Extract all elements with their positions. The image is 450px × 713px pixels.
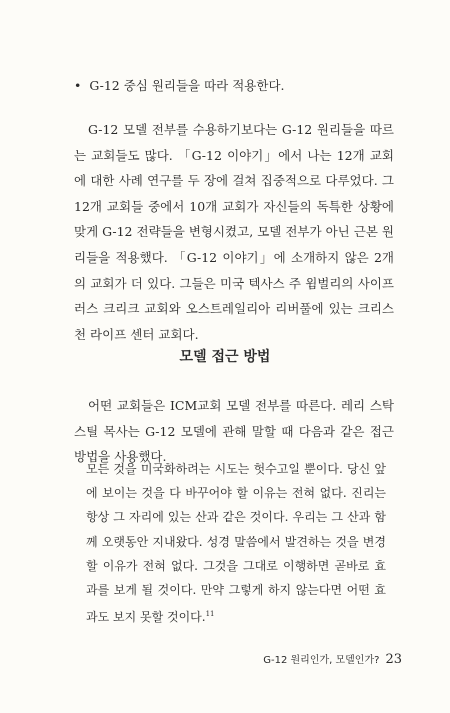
block-quote	[86, 457, 386, 629]
paragraph-text: G-12 모델 전부를 수용하기보다는 G-12 원리들을 따르는 교회들도 많다. 「G-12 이야기」에서 나는 12개 교회에 대한 사례 연구를 두 장에 걸쳐 집중적으로 다루었다. 그 12개 교회들 중에서 10개 교회가 자신들의 독특한 상황에 맞게 G-12 전략들을 변형시켰고, 모델 전부가 아닌 근본 원리들을 적용했다. 「G-12 이야기」에 소개하지 않은 2개의 교회가 더 있다. 그들은 미국 텍사스 주 윔벌리의 사이프러스 크리크 교회와 오스트레일리아 리버풀에 있는 크리스천 라이프 센터 교회다.	[74, 122, 394, 342]
bullet-marker: •	[74, 78, 82, 93]
page-footer	[263, 652, 402, 669]
section-heading: 모델 접근 방법	[179, 349, 271, 365]
running-title: G-12 원리인가, 모델인가?	[263, 655, 380, 666]
bullet-text: G-12 중심 원리들을 따라 적용한다.	[89, 78, 285, 93]
quote-text: 모든 것을 미국화하려는 시도는 헛수고일 뿐이다. 당신 앞에 보이는 것을 다 바꾸어야 할 이유는 전혀 없다. 진리는 항상 그 자리에 있는 산과 같은 것이다. 우리는 그 산과 함께 오랫동안 지내왔다. 성경 말씀에서 발견하는 것을 변경할 이유가 전혀 없다. 그것을 그대로 이행하면 곧바로 효과를 보게 될 것이다. 만약 그렇게 하지 않는다면 어떤 효과도 보지 못할 것이다.	[86, 462, 386, 625]
body-paragraph-1	[74, 117, 394, 347]
bullet-item	[74, 76, 285, 96]
paragraph-text: 어떤 교회들은 ICM교회 모델 전부를 따른다. 레리 스탁스틸 목사는 G-12 모델에 관해 말할 때 다음과 같은 접근 방법을 사용했다.	[74, 398, 394, 465]
page-number: 23	[385, 652, 402, 667]
footnote-marker: 11	[205, 610, 215, 619]
